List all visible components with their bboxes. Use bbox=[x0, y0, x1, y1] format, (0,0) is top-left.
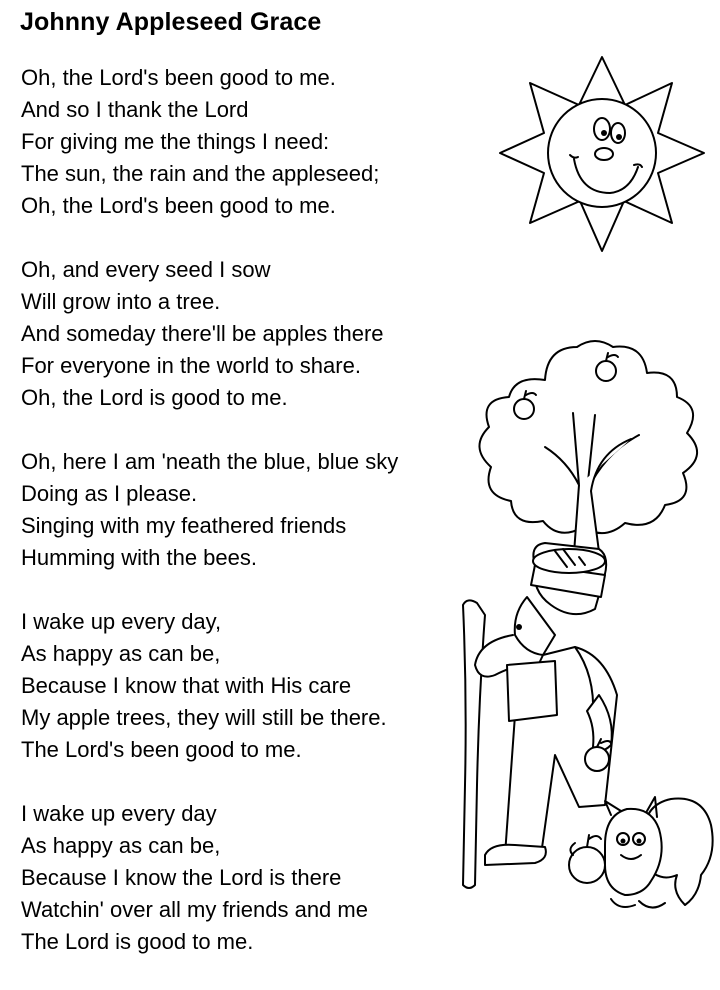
page-title: Johnny Appleseed Grace bbox=[20, 8, 322, 36]
lyric-line: Oh, the Lord's been good to me. bbox=[21, 193, 336, 218]
lyric-line: The Lord is good to me. bbox=[21, 929, 254, 954]
lyric-line: And someday there'll be apples there bbox=[21, 321, 384, 346]
lyric-line: Doing as I please. bbox=[21, 481, 198, 506]
lyric-line: As happy as can be, bbox=[21, 641, 221, 666]
lyric-line: I wake up every day, bbox=[21, 609, 222, 634]
lyric-line: And so I thank the Lord bbox=[21, 97, 249, 122]
lyric-line: My apple trees, they will still be there. bbox=[21, 705, 387, 730]
verse-4 bbox=[21, 606, 461, 766]
lyric-line: The Lord's been good to me. bbox=[21, 737, 302, 762]
lyric-line: Watchin' over all my friends and me bbox=[21, 897, 368, 922]
lyric-line: For giving me the things I need: bbox=[21, 129, 330, 154]
verse-1 bbox=[21, 62, 461, 222]
apple-icon bbox=[569, 847, 605, 883]
lyric-line: As happy as can be, bbox=[21, 833, 221, 858]
verse-2 bbox=[21, 254, 461, 414]
lyric-line: I wake up every day bbox=[21, 801, 217, 826]
lyric-line: Humming with the bees. bbox=[21, 545, 257, 570]
verse-3 bbox=[21, 446, 461, 574]
johnny-appleseed-illustration bbox=[455, 335, 717, 925]
lyric-line: Will grow into a tree. bbox=[21, 289, 221, 314]
lyric-line: Because I know that with His care bbox=[21, 673, 352, 698]
lyric-line: Oh, here I am 'neath the blue, blue sky bbox=[21, 449, 399, 474]
lyric-line: Oh, the Lord is good to me. bbox=[21, 385, 288, 410]
lyric-line: The sun, the rain and the appleseed; bbox=[21, 161, 380, 186]
lyric-line: Oh, the Lord's been good to me. bbox=[21, 65, 336, 90]
lyric-line: Because I know the Lord is there bbox=[21, 865, 342, 890]
lyric-line: Oh, and every seed I sow bbox=[21, 257, 271, 282]
verse-5 bbox=[21, 798, 461, 958]
sun-icon bbox=[498, 55, 706, 255]
squirrel-icon bbox=[569, 797, 713, 908]
lyric-line: For everyone in the world to share. bbox=[21, 353, 361, 378]
lyric-line: Singing with my feathered friends bbox=[21, 513, 347, 538]
johnny-appleseed-figure bbox=[475, 543, 617, 865]
apple-tree-icon bbox=[479, 341, 697, 567]
lyrics bbox=[21, 62, 461, 990]
